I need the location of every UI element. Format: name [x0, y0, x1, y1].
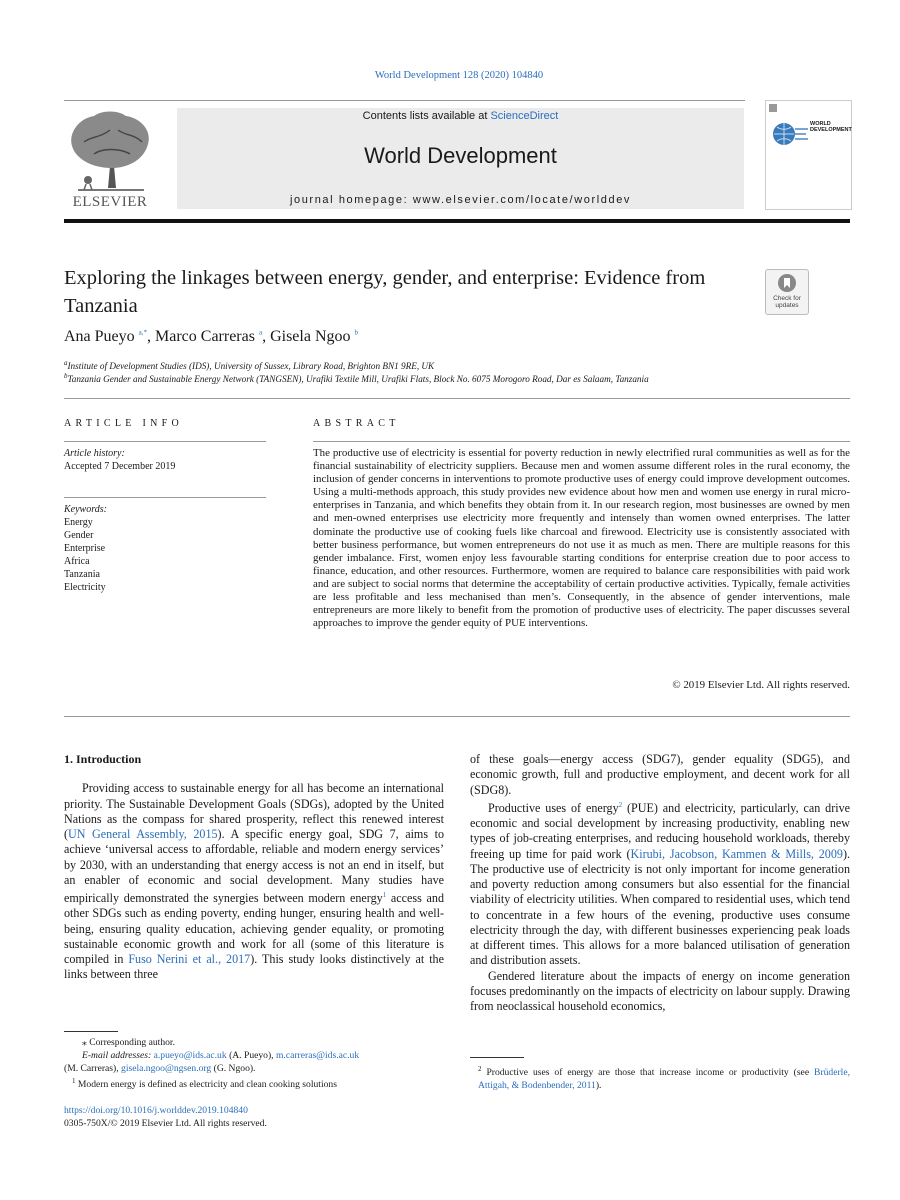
- corresponding-author-note: ⁎ Corresponding author.: [82, 1037, 175, 1048]
- affiliation-mark: b: [64, 372, 68, 380]
- paragraph-text: ). A specific energy goal, SDG 7, aims to achieve ‘universal access to affordable, reliable and modern energy services’ by 2030, with an understanding that energy access is not an end in itself, but an enabler of economic and social development. Many studies have empirically demonstrated the synergies between modern energy: [64, 827, 444, 906]
- footnotes-right: [470, 1063, 850, 1092]
- divider: [64, 398, 850, 399]
- abstract-heading: ABSTRACT: [313, 418, 400, 429]
- footnote-text: Productive uses of energy are those that increase income or productivity (see: [486, 1067, 815, 1079]
- paragraph-text: ). This study looks distinctively at the links between three: [64, 952, 444, 982]
- affiliation-b: [64, 372, 649, 384]
- citation-link[interactable]: UN General Assembly, 2015: [68, 827, 218, 841]
- paragraph-text: ). The productive use of electricity is not only important for income generation and poverty reduction among consumers but also essential for the financial viability of electricity utilities. When compared to residential uses, which tend to concentrate in a few hours of the evening, productive uses consume electricity through the day, with different businesses experiencing peak loads at different times. This allows for a more balanced utilisation of generation and distribution assets.: [470, 846, 850, 968]
- keyword: Tanzania: [64, 569, 100, 580]
- journal-homepage[interactable]: journal homepage: www.elsevier.com/locate/worlddev: [289, 194, 632, 206]
- email-owner: (M. Carreras),: [64, 1063, 119, 1074]
- footnote-2: [470, 1063, 850, 1092]
- check-updates-label: [766, 295, 808, 309]
- body-column-right: [470, 752, 850, 1014]
- footnote-mark: 2: [478, 1065, 482, 1073]
- author-affiliation-mark[interactable]: a,*: [138, 328, 148, 337]
- footnote-text: Modern energy is defined as electricity and clean cooking solutions: [77, 1079, 337, 1091]
- keywords: [64, 503, 107, 594]
- article-history: [64, 447, 175, 473]
- history-label: Article history:: [64, 448, 125, 459]
- affiliation-text: Tanzania Gender and Sustainable Energy Network (TANGSEN), Urafiki Textile Mill, Urafiki Flats, Block No. 6075 Morogoro Road, Dar es Salaam, Tanzania: [67, 374, 649, 385]
- author-name: Gisela Ngoo: [270, 328, 351, 345]
- footnote-ref[interactable]: 1: [382, 891, 387, 899]
- author-affiliation-mark[interactable]: a: [258, 328, 263, 337]
- header-thick-rule: [64, 219, 850, 223]
- paragraph-text: Productive uses of energy: [488, 800, 619, 815]
- paragraph-text: Providing access to sustainable energy for all has become an international priority. The Sustainable Development Goals (SDGs), adopted by the United Nations as the compass for shared prosperity, reflect this renewed interest (: [64, 781, 444, 841]
- affiliation-a: [64, 359, 434, 371]
- sciencedirect-link[interactable]: ScienceDirect: [490, 110, 559, 122]
- abstract-text: The productive use of electricity is essential for poverty reduction in newly electrified rural communities as well as for the financial sustainability of electricity suppliers. Because men and women assume different roles in the rural economy, the inclusion of gender concerns in interventions to promote productive uses of energy could improve development outcomes. Using a multi-methods approach, this study provides new evidence about how men and women use energy in rural micro-enterprises in Tanzania, and which benefits they obtain from it. In our research region, most businesses are owned by men and men-owned enterprises use electricity more frequently and intensely than women owned enterprises. The latter dominate the productive use of cooking fuels like charcoal and firewood. Electricity use is consistently associated with better business performance, but women entrepreneurs do not use it as much as men. There are multiple reasons for this gender imbalance. First, women enjoy less favourable starting conditions for enterprise creation due to poor access to finance, education, and other resources. Furthermore, women are required to balance care responsibilities with paid work and are subject to social norms that determine the acceptability of certain productive activities. Typically, female activities are less profitable and less mechanised than men’s. Consequently, in the absence of gender interventions, male entrepreneurs are more likely to benefit from the promotion of productive uses of electricity. The paper discusses several approaches to improve the gender equity of PUE interventions.: [313, 447, 850, 630]
- email-link[interactable]: a.pueyo@ids.ac.uk: [153, 1050, 227, 1061]
- journal-title: World Development: [364, 143, 557, 168]
- elsevier-mini-logo: [769, 104, 777, 112]
- check-for-updates-button[interactable]: [765, 269, 809, 315]
- footnote-1: [64, 1075, 444, 1091]
- email-link[interactable]: m.carreras@ids.ac.uk: [275, 1050, 360, 1061]
- contents-line: [177, 110, 744, 122]
- paragraph: Gendered literature about the impacts of energy on income generation focuses predominantly on the impacts of electricity on labour supply. Drawing from neoclassical household economics,: [470, 968, 850, 1014]
- cover-title-line1: WORLD: [810, 121, 831, 127]
- email-owner: (A. Pueyo),: [229, 1050, 274, 1061]
- divider: [64, 497, 266, 498]
- article-info-heading: ARTICLE INFO: [64, 418, 184, 429]
- paragraph-text: access and other SDGs such as ending poverty, ending hunger, ensuring health and well-being, ensuring quality education, achieving gender equality, or promoting sustainable economic growth and work for all (some of this literature is compiled in: [64, 891, 444, 967]
- paragraph: [470, 798, 850, 969]
- email-link[interactable]: gisela.ngoo@ngsen.org: [121, 1063, 212, 1074]
- email-owner: (G. Ngoo).: [213, 1063, 256, 1074]
- author-name: Marco Carreras: [155, 328, 255, 345]
- affiliation-text: Institute of Development Studies (IDS), University of Sussex, Library Road, Brighton BN1 9RE, UK: [67, 361, 435, 372]
- paragraph: of these goals—energy access (SDG7), gender equality (SDG5), and economic growth, full and productive employment, and decent work for all (SDG8).: [470, 752, 850, 797]
- citation-link[interactable]: Fuso Nerini et al., 2017: [128, 952, 251, 967]
- body-column-left: [64, 752, 444, 983]
- article-title: Exploring the linkages between energy, gender, and enterprise: Evidence from Tanzania: [64, 267, 706, 317]
- abstract-copyright: © 2019 Elsevier Ltd. All rights reserved.: [672, 679, 850, 691]
- check-updates-line1: Check for: [773, 295, 801, 302]
- keyword: Gender: [64, 530, 94, 541]
- journal-cover-thumbnail[interactable]: [765, 100, 852, 210]
- elsevier-wordmark: ELSEVIER: [72, 194, 148, 210]
- paragraph-text: (PUE) and electricity, particularly, can drive economic and social development by increasing productivity, enabling new types of job-creating enterprises, and reducing household workloads, thereby freeing up time for paid work (: [470, 800, 850, 861]
- footnote-rule: [64, 1031, 118, 1032]
- section-title: 1. Introduction: [64, 752, 142, 766]
- footnote-rule: [470, 1057, 524, 1058]
- elsevier-logo: [64, 108, 156, 212]
- divider: [64, 441, 266, 442]
- author-affiliation-mark[interactable]: b: [354, 328, 359, 337]
- email-addresses: [64, 1049, 444, 1062]
- paragraph: [64, 781, 444, 982]
- footnotes-left: [64, 1036, 444, 1091]
- check-updates-line2: updates: [775, 302, 799, 309]
- journal-citation[interactable]: World Development 128 (2020) 104840: [374, 70, 544, 81]
- history-value: Accepted 7 December 2019: [64, 461, 176, 472]
- author-name: Ana Pueyo: [64, 328, 135, 345]
- email-label: E-mail addresses:: [82, 1050, 152, 1061]
- divider: [64, 716, 850, 717]
- keyword: Electricity: [64, 582, 106, 593]
- doi-block: [64, 1104, 267, 1130]
- cover-title: [810, 121, 852, 133]
- header-divider: [64, 100, 745, 101]
- bookmark-icon: [777, 273, 797, 293]
- affiliation-mark: a: [64, 359, 68, 367]
- keyword: Africa: [64, 556, 90, 567]
- doi-link[interactable]: https://doi.org/10.1016/j.worlddev.2019.104840: [64, 1105, 248, 1116]
- issn-line: 0305-750X/© 2019 Elsevier Ltd. All rights reserved.: [64, 1118, 267, 1129]
- cover-title-line2: DEVELOPMENT: [810, 127, 852, 133]
- footnote-text: ).: [595, 1080, 602, 1092]
- author-list: Ana Pueyo $^{a,*}$, Marco Carreras $^a$, Gisela Ngoo $^b$: [64, 328, 359, 345]
- citation-link[interactable]: Brüderle, Attigah, & Bodenbender, 2011: [478, 1067, 850, 1092]
- keywords-label: Keywords:: [64, 504, 107, 515]
- footnote-ref[interactable]: 2: [618, 800, 623, 809]
- keyword: Enterprise: [64, 543, 106, 554]
- keyword: Energy: [64, 517, 93, 528]
- citation-link[interactable]: Kirubi, Jacobson, Kammen & Mills, 2009: [630, 846, 843, 861]
- footnote-mark: 1: [72, 1077, 76, 1085]
- divider: [313, 441, 850, 442]
- email-addresses-cont: [64, 1062, 444, 1075]
- globe-icon: [770, 119, 810, 149]
- contents-prefix: Contents lists available at: [362, 110, 491, 122]
